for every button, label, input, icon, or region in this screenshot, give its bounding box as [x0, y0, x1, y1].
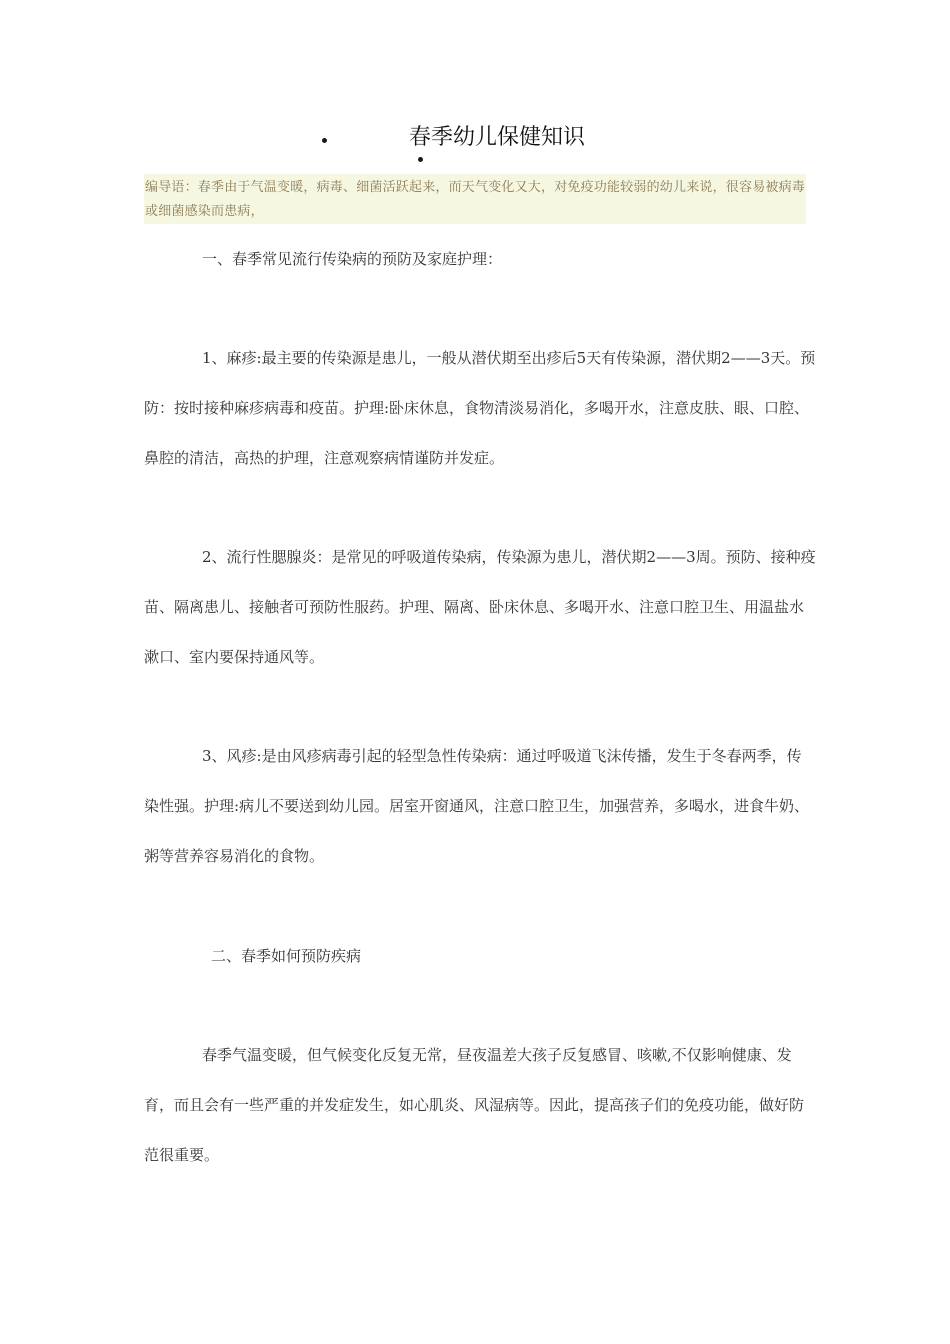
- paragraph-rubella: 3、风疹:是由风疹病毒引起的轻型急性传染病：通过呼吸道飞沫传播，发生于冬春两季，传染性强。护理:病儿不要送到幼儿园。居室开窗通风，注意口腔卫生，加强营养，多喝水，进食牛奶、粥等营养容易消化的食物。: [144, 747, 810, 865]
- bullet-icon: [418, 157, 423, 162]
- paragraph-prevention: 春季气温变暖，但气候变化反复无常，昼夜温差大孩子反复感冒、咳嗽,不仅影响健康、发育，而且会有一些严重的并发症发生，如心肌炎、风湿病等。因此，提高孩子们的免疫功能，做好防范很重要。: [144, 1046, 805, 1164]
- intro-note: 编导语：春季由于气温变暖，病毒、细菌活跃起来，而天气变化又大，对免疫功能较弱的幼儿来说，很容易被病毒或细菌感染而患病，: [144, 174, 806, 224]
- section-heading-1: 一、春季常见流行传染病的预防及家庭护理：: [202, 250, 503, 268]
- paragraph-mumps: 2、流行性腮腺炎：是常见的呼吸道传染病，传染源为患儿，潜伏期2——3周。预防、接种疫苗、隔离患儿、接触者可预防性服药。护理、隔离、卧床休息、多喝开水、注意口腔卫生、用温盐水漱口、室内要保持通风等。: [144, 548, 816, 666]
- page-title: 春季幼儿保健知识: [409, 125, 586, 150]
- bullet-icon: [322, 138, 327, 143]
- paragraph-measles: 1、麻疹:最主要的传染源是患儿，一般从潜伏期至出疹后5天有传染源，潜伏期2——3天。预防：按时接种麻疹病毒和疫苗。护理:卧床休息，食物清淡易消化，多喝开水，注意皮肤、眼、口腔、鼻腔的清洁，高热的护理，注意观察病情谨防并发症。: [144, 349, 816, 467]
- section-heading-2: 二、春季如何预防疾病: [211, 947, 362, 965]
